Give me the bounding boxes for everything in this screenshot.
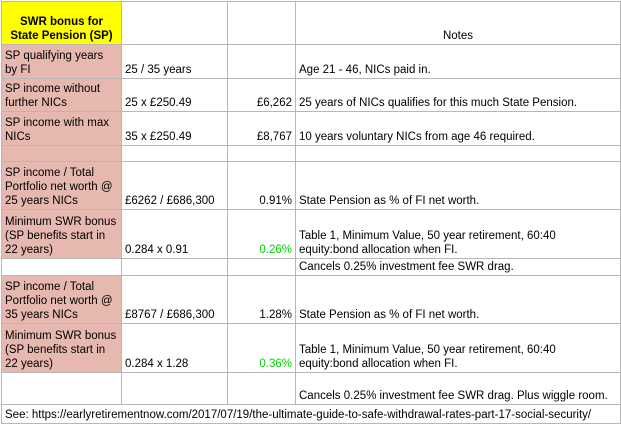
- note-cell[interactable]: Table 1, Minimum Value, 50 year retirement, 60:40 equity:bond allocation when FI.: [296, 210, 621, 259]
- label-cell[interactable]: SP income with max NICs: [2, 112, 122, 146]
- empty-cell[interactable]: [122, 259, 228, 276]
- table-row: [2, 259, 621, 276]
- label-cell[interactable]: SP qualifying years by FI: [2, 45, 122, 79]
- value-cell[interactable]: £6,262: [228, 79, 296, 112]
- empty-label-cell[interactable]: [2, 146, 122, 162]
- empty-cell[interactable]: [122, 146, 228, 162]
- label-cell[interactable]: SP income / Total Portfolio net worth @ 25 years NICs: [2, 162, 122, 210]
- spreadsheet-grid: [1, 1, 621, 424]
- title-cell[interactable]: [2, 2, 122, 45]
- table-row: [2, 324, 621, 373]
- value-cell[interactable]: [228, 45, 296, 79]
- empty-cell[interactable]: [228, 373, 296, 405]
- notes-header-cell[interactable]: Notes: [296, 2, 621, 45]
- note-cell[interactable]: Cancels 0.25% investment fee SWR drag.: [296, 259, 621, 276]
- empty-cell[interactable]: [2, 259, 122, 276]
- value-cell-highlight[interactable]: 0.36%: [228, 324, 296, 373]
- table-row: [2, 373, 621, 405]
- value-cell-highlight[interactable]: 0.26%: [228, 210, 296, 259]
- value-cell[interactable]: 0.91%: [228, 162, 296, 210]
- empty-cell[interactable]: [228, 2, 296, 45]
- label-cell[interactable]: SP income without further NICs: [2, 79, 122, 112]
- formula-cell[interactable]: 35 x £250.49: [122, 112, 228, 146]
- formula-cell[interactable]: £8767 / £686,300: [122, 276, 228, 324]
- note-cell[interactable]: 25 years of NICs qualifies for this much State Pension.: [296, 79, 621, 112]
- empty-cell[interactable]: [122, 2, 228, 45]
- note-cell[interactable]: Table 1, Minimum Value, 50 year retirement, 60:40 equity:bond allocation when FI.: [296, 324, 621, 373]
- formula-cell[interactable]: £6262 / £686,300: [122, 162, 228, 210]
- table-row: [2, 276, 621, 324]
- empty-cell[interactable]: [228, 259, 296, 276]
- header-row: [2, 2, 621, 45]
- table-row: [2, 45, 621, 79]
- table-row: [2, 162, 621, 210]
- title-line-2: State Pension (SP): [10, 30, 113, 42]
- formula-cell[interactable]: 25 x £250.49: [122, 79, 228, 112]
- note-cell[interactable]: State Pension as % of FI net worth.: [296, 276, 621, 324]
- empty-cell[interactable]: [296, 146, 621, 162]
- table-row: [2, 79, 621, 112]
- formula-cell[interactable]: 0.284 x 0.91: [122, 210, 228, 259]
- label-cell[interactable]: SP income / Total Portfolio net worth @ 35 years NICs: [2, 276, 122, 324]
- source-link-cell[interactable]: See: https://earlyretirementnow.com/2017/07/19/the-ultimate-guide-to-safe-withdrawal-rates-part-17-social-security/: [2, 405, 621, 424]
- footer-row: [2, 405, 621, 424]
- note-cell[interactable]: 10 years voluntary NICs from age 46 required.: [296, 112, 621, 146]
- value-cell[interactable]: £8,767: [228, 112, 296, 146]
- label-cell[interactable]: Minimum SWR bonus (SP benefits start in 22 years): [2, 210, 122, 259]
- label-cell[interactable]: Minimum SWR bonus (SP benefits start in 22 years): [2, 324, 122, 373]
- note-cell[interactable]: Age 21 - 46, NICs paid in.: [296, 45, 621, 79]
- table-row: [2, 112, 621, 146]
- empty-cell[interactable]: [228, 146, 296, 162]
- value-cell[interactable]: 1.28%: [228, 276, 296, 324]
- empty-cell[interactable]: [122, 373, 228, 405]
- title-line-1: SWR bonus for: [19, 16, 104, 28]
- spacer-row: [2, 146, 621, 162]
- table-row: [2, 210, 621, 259]
- note-cell[interactable]: State Pension as % of FI net worth.: [296, 162, 621, 210]
- note-cell[interactable]: Cancels 0.25% investment fee SWR drag. Plus wiggle room.: [296, 373, 621, 405]
- empty-cell[interactable]: [2, 373, 122, 405]
- formula-cell[interactable]: 0.284 x 1.28: [122, 324, 228, 373]
- formula-cell[interactable]: 25 / 35 years: [122, 45, 228, 79]
